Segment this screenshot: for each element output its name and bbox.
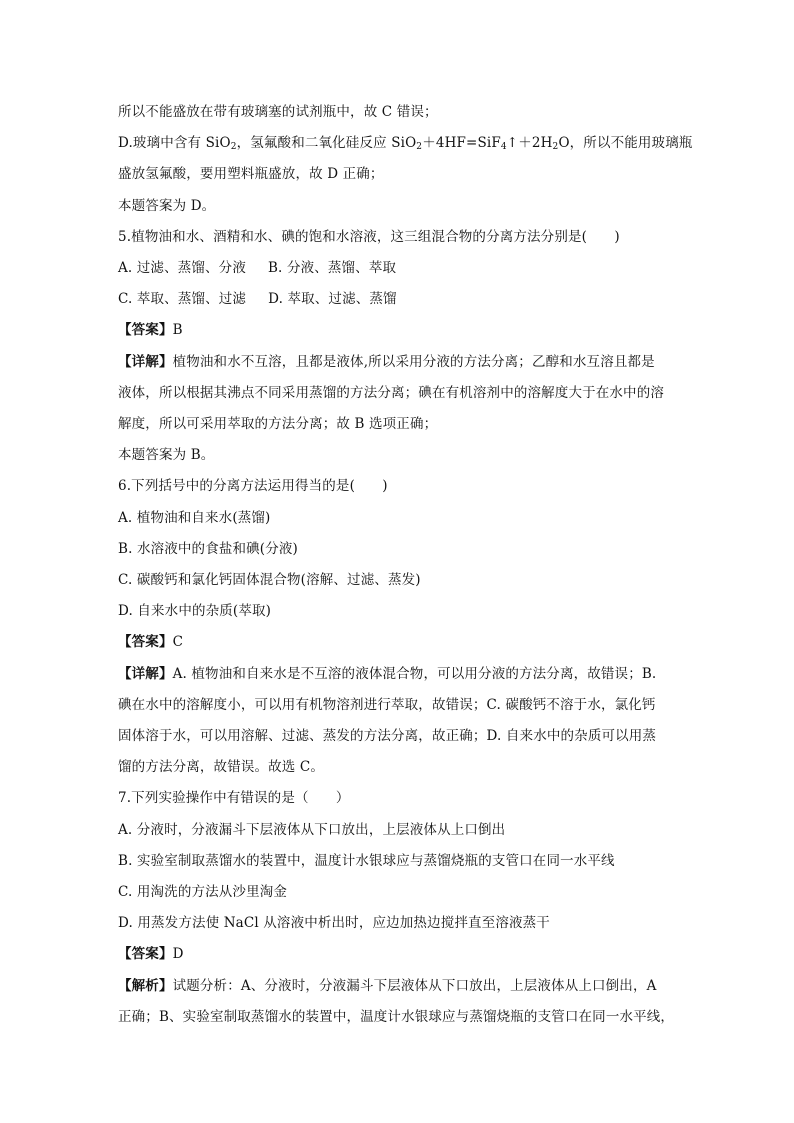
option-c: C. 碳酸钙和氯化钙固体混合物(溶解、过滤、蒸发) — [118, 572, 421, 589]
text-line: 所以不能盛放在带有玻璃塞的试剂瓶中，故 C 错误； — [118, 104, 438, 120]
answer-value: B — [172, 322, 183, 339]
option-a: A. 过滤、蒸馏、分液 — [118, 260, 246, 277]
option-a: A. 分液时，分液漏斗下层液体从下口放出，上层液体从上口倒出 — [118, 821, 506, 838]
answer-line — [118, 315, 684, 346]
subscript: 2 — [416, 142, 423, 153]
option-b: B. 分液、蒸馏、萃取 — [267, 260, 397, 277]
document-page — [118, 97, 693, 1033]
option-d: D. 用蒸发方法使 NaCl 从溶液中析出时，应边加热边搅拌直至溶液蒸干 — [118, 915, 550, 932]
analysis-tag: 【解析】 — [118, 977, 173, 994]
explanation-tag: 【详解】 — [118, 353, 173, 370]
option-a: A. 植物油和自来水(蒸馏) — [118, 509, 271, 526]
explanation-text: 植物油和水不互溶，且都是液体,所以采用分液的方法分离；乙醇和水互溶且都是 — [172, 353, 655, 370]
option-d: D. 萃取、过滤、蒸馏 — [268, 291, 397, 308]
text-line: 液体，所以根据其沸点不同采用蒸馏的方法分离；碘在有机溶剂中的溶解度大于在水中的溶 — [118, 384, 664, 401]
analysis-text: 试题分析：A、分液时，分液漏斗下层液体从下口放出，上层液体从上口倒出，A — [172, 977, 657, 994]
answer-tag: 【答案】 — [118, 322, 173, 339]
option-c: C. 萃取、蒸馏、过滤 — [118, 291, 247, 308]
option-b: B. 实验室制取蒸馏水的装置中，温度计水银球应与蒸馏烧瓶的支管口在同一水平线 — [118, 852, 615, 869]
text-run: D.玻璃中含有 SiO — [118, 135, 231, 152]
text-run: ↑＋2H — [506, 135, 553, 152]
analysis-line — [118, 971, 684, 1002]
subscript: 2 — [552, 142, 559, 153]
subscript: 4 — [500, 142, 507, 153]
explanation-tag: 【详解】 — [118, 665, 173, 682]
answer-tag: 【答案】 — [118, 946, 173, 963]
question-stem: 7.下列实验操作中有错误的是（ ） — [118, 790, 350, 807]
option-d: D. 自来水中的杂质(萃取) — [118, 603, 272, 620]
text-run: ＋4HF=SiF — [422, 135, 501, 152]
question-stem: 5.植物油和水、酒精和水、碘的饱和水溶液，这三组混合物的分离方法分别是( ) — [118, 228, 620, 245]
option-b: B. 水溶液中的食盐和碘(分液) — [118, 540, 298, 557]
text-line: 解度，所以可采用萃取的方法分离；故 B 选项正确； — [118, 416, 438, 433]
text-line-formula — [118, 128, 693, 159]
answer-line — [118, 627, 684, 658]
text-run: ，氢氟酸和二氧化硅反应 SiO — [236, 135, 417, 152]
text-line: 固体溶于水，可以用溶解、过滤、蒸发的方法分离，故正确；D. 自来水中的杂质可以用蒸 — [118, 728, 657, 745]
answer-line — [118, 939, 684, 970]
option-c: C. 用淘洗的方法从沙里淘金 — [118, 884, 288, 901]
question-stem: 6.下列括号中的分离方法运用得当的是( ) — [118, 478, 388, 495]
answer-value: D — [172, 946, 184, 963]
text-line: 碘在水中的溶解度小，可以用有机物溶剂进行萃取，故错误；C. 碳酸钙不溶于水，氯化钙 — [118, 696, 656, 713]
text-line: 馏的方法分离，故错误。故选 C。 — [118, 759, 325, 776]
explanation-line — [118, 659, 684, 690]
answer-value: C — [172, 634, 184, 651]
subscript: 2 — [230, 142, 237, 153]
option-row — [118, 253, 684, 284]
text-run: O，所以不能用玻璃瓶 — [558, 135, 693, 152]
text-line: 正确；B、实验室制取蒸馏水的装置中，温度计水银球应与蒸馏烧瓶的支管口在同一水平线， — [118, 1008, 675, 1025]
text-line: 盛放氢氟酸，要用塑料瓶盛放，故 D 正确； — [118, 166, 384, 183]
explanation-line — [118, 347, 684, 378]
option-row — [118, 284, 684, 315]
explanation-text: A. 植物油和自来水是不互溶的液体混合物，可以用分液的方法分离，故错误；B. — [172, 665, 657, 682]
text-line: 本题答案为 D。 — [118, 197, 216, 214]
text-line: 本题答案为 B。 — [118, 447, 215, 464]
answer-tag: 【答案】 — [118, 634, 173, 651]
